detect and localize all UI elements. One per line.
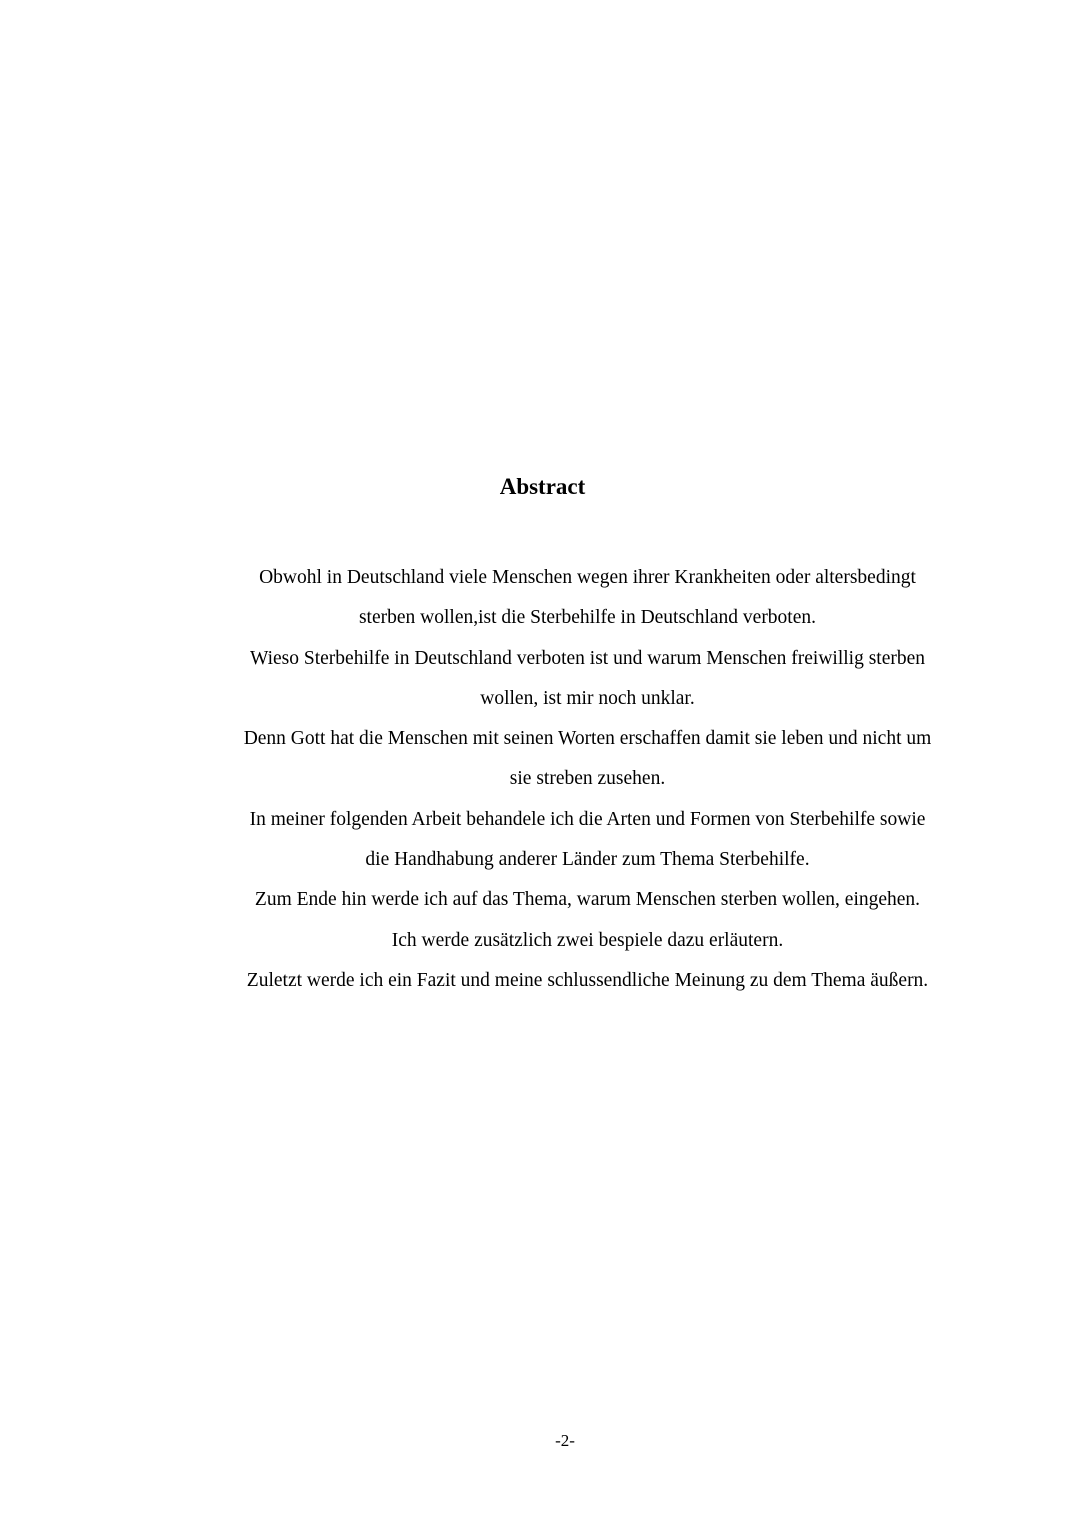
abstract-line: Zum Ende hin werde ich auf das Thema, warum Menschen sterben wollen, eingehen. — [254, 889, 921, 911]
abstract-line: Denn Gott hat die Menschen mit seinen Worten erschaffen damit sie leben und nicht um — [243, 728, 932, 750]
abstract-line: Obwohl in Deutschland viele Menschen wegen ihrer Krankheiten oder altersbedingt — [259, 567, 916, 588]
page-number: -2- — [555, 1431, 575, 1450]
abstract-heading: Abstract — [499, 474, 586, 499]
abstract-line: die Handhabung anderer Länder zum Thema Sterbehilfe. — [365, 849, 810, 871]
abstract-line: Zuletzt werde ich ein Fazit und meine schlussendliche Meinung zu dem Thema äußern. — [246, 969, 929, 991]
abstract-body — [150, 558, 1025, 1001]
abstract-line: sie streben zusehen. — [509, 768, 666, 790]
abstract-line: Ich werde zusätzlich zwei bespiele dazu erläutern. — [391, 929, 784, 951]
abstract-line: wollen, ist mir noch unklar. — [480, 687, 695, 709]
abstract-line: Wieso Sterbehilfe in Deutschland verboten ist und warum Menschen freiwillig sterben — [249, 647, 926, 669]
abstract-line: sterben wollen,ist die Sterbehilfe in Deutschland verboten. — [358, 607, 817, 629]
abstract-line: In meiner folgenden Arbeit behandele ich die Arten und Formen von Sterbehilfe sowie — [249, 808, 926, 830]
